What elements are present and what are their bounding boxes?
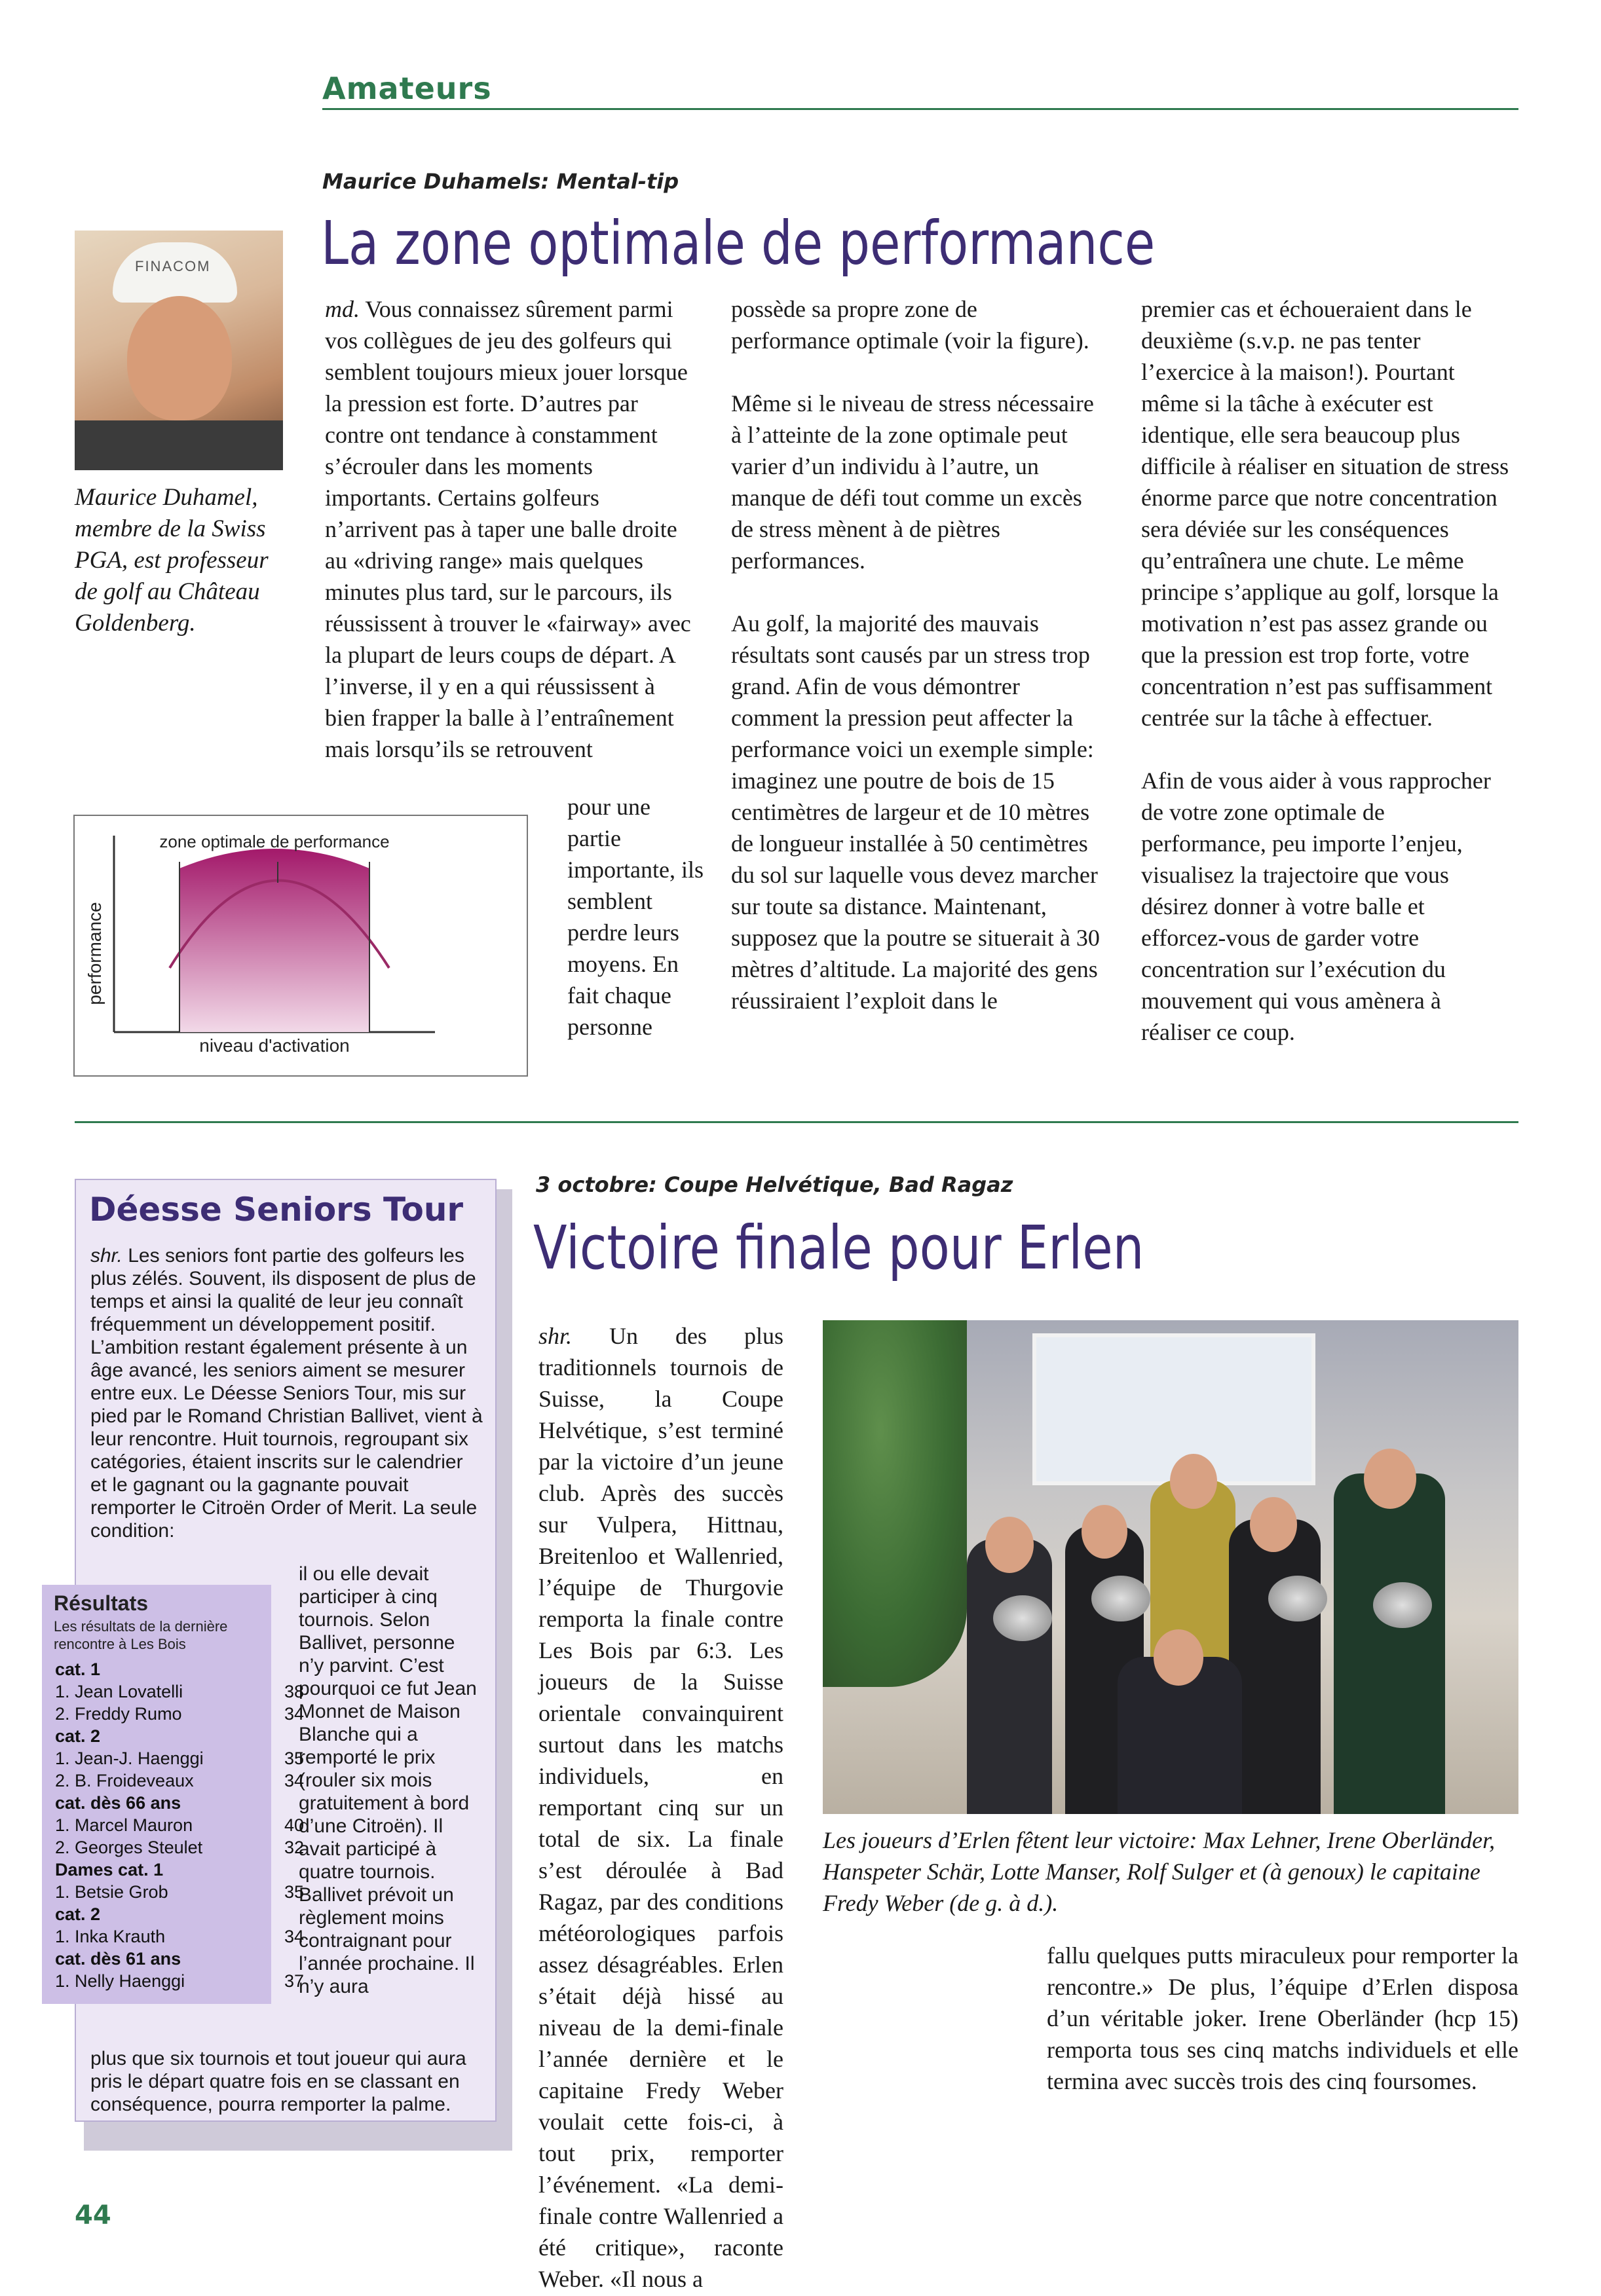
sidebar-text-2: il ou elle devait participer à cinq tournois. Selon Ballivet, personne n’y parvint. C’est pourquoi ce fut Jean Monnet de Maison Blanche qui a remporté le prix (rouler six mois gratuitement à bord d’une Citroën). Il avait participé à quatre tournois. Ballivet prévoit un règlement moins contraignant pour l’année prochaine. Il n’y aura	[299, 1563, 477, 1997]
article1-kicker: Maurice Duhamels: Mental-tip	[322, 169, 679, 194]
person-4-head	[1250, 1497, 1297, 1552]
results-label: cat. dès 66 ans	[55, 1793, 181, 1813]
results-label: cat. 2	[55, 1904, 101, 1924]
article1-col1-text: Vous connaissez sûrement parmi vos collègues de jeu des golfeurs qui semblent toujours mieux jouer lorsque la pression est forte. D’autres par contre ont tendance à constamment s’écrouler dans les moments importants. Certains golfeurs n’arrivent pas à taper une balle droite au «driving range» mais quelques minutes plus tard, sur le parcours, ils réussissent à trouver le «fairway» avec la plupart de leurs coups de départ. A l’inverse, il y en a qui réussissent à bien frapper la balle à l’entraînement mais lorsqu’ils se retrouvent	[325, 296, 691, 762]
article1-column-1	[325, 293, 696, 765]
results-row	[55, 1970, 311, 1992]
article1-col2-p1: possède sa propre zone de performance optimale (voir la figure).	[731, 296, 1089, 354]
face-shape	[127, 296, 232, 420]
window-shape	[1032, 1333, 1315, 1485]
results-score: 35	[284, 1882, 305, 1902]
results-row	[55, 1925, 311, 1948]
person-5-head	[1364, 1449, 1416, 1509]
results-label: 2. Freddy Rumo	[55, 1704, 182, 1724]
article1-headline: La zone optimale de performance	[321, 208, 1156, 278]
article1-col2-p3: Au golf, la majorité des mauvais résultats sont causés par un stress trop grand. Afin de vous démontrer comment la pression peut affecter la performance voici un exemple simple: imaginez une poutre de bois de 15 centimètres de largeur et de 10 mètres de longueur installée à 50 centimètres du sol sur laquelle vous devez marcher sur toute sa distance. Maintenant, supposez que la poutre se situerait à 30 mètres d’altitude. La majorité des gens réussiraient l’exploit dans le	[731, 610, 1100, 1014]
figure-title: zone optimale de performance	[159, 832, 390, 851]
results-row	[55, 1881, 311, 1903]
sidebar-text-3: plus que six tournois et tout joueur qui aura pris le départ quatre fois en se classant en conséquence, pourra remporter la palme.	[90, 2048, 466, 2115]
person-3-head	[1170, 1454, 1217, 1509]
section-rule	[322, 108, 1518, 110]
results-score: 32	[284, 1838, 305, 1857]
optimal-zone-band	[179, 849, 369, 1032]
person-1-head	[985, 1517, 1034, 1573]
section-label: Amateurs	[322, 71, 492, 106]
article1-col2-p2: Même si le niveau de stress nécessaire à l’atteinte de la zone optimale peut varier d’un individu à l’autre, un manque de défi tout comme un excès de stress mènent à de piètres performances.	[731, 390, 1094, 574]
cap-logo-text: FINACOM	[135, 258, 211, 274]
article-divider	[75, 1121, 1518, 1123]
results-category	[55, 1725, 311, 1747]
team-photo	[823, 1320, 1518, 1814]
performance-figure	[73, 815, 528, 1077]
article2-column-2	[1047, 1940, 1518, 2097]
sidebar-title: Déesse Seniors Tour	[89, 1191, 464, 1229]
results-score: 34	[284, 1704, 305, 1724]
article1-col3-p1: premier cas et échoueraient dans le deuxième (s.v.p. ne pas tenter l’exercice à la maison!). Pourtant même si la tâche à exécuter est identique, elle sera beaucoup plus difficile à réaliser en situation de stress énorme parce que notre concentration sera déviée sur les conséquences qu’entraînera une chute. Le même principe s’applique au golf, lorsque la motivation n’est pas assez grande ou que la pression est trop forte, votre concentration n’est pas suffisamment centrée sur la tâche à effectuer.	[1141, 296, 1509, 731]
results-label: Dames cat. 1	[55, 1860, 164, 1879]
article2-col2-text: fallu quelques putts miraculeux pour remporter la rencontre.» De plus, l’équipe d’Erlen disposa d’un véritable joker. Irene Oberländer (hcp 15) remporta tous ses cinq matchs individuels et elle termina avec succès trois des cinq foursomes.	[1047, 1942, 1518, 2094]
results-row	[55, 1836, 311, 1859]
team-photo-caption: Les joueurs d’Erlen fêtent leur victoire: Max Lehner, Irene Oberländer, Hanspeter Schär, Lotte Manser, Rolf Sulger et (à genoux) le capitaine Fredy Weber (de g. à d.).	[823, 1827, 1496, 1916]
shirt-shape	[75, 420, 283, 470]
results-label: 1. Jean-J. Haenggi	[55, 1749, 204, 1768]
results-category	[55, 1792, 311, 1814]
results-label: 1. Inka Krauth	[55, 1927, 166, 1946]
results-label: 1. Betsie Grob	[55, 1882, 168, 1902]
sidebar-text-full	[90, 1244, 483, 1542]
results-category	[55, 1658, 311, 1680]
results-score: 34	[284, 1927, 305, 1946]
article1-column-3	[1141, 293, 1512, 1048]
results-score: 35	[284, 1749, 305, 1768]
results-label: 1. Marcel Mauron	[55, 1815, 193, 1835]
article2-column-1	[538, 1320, 783, 2295]
article2-kicker: 3 octobre: Coupe Helvétique, Bad Ragaz	[536, 1172, 1013, 1197]
results-label: 1. Jean Lovatelli	[55, 1682, 183, 1701]
person-4	[1229, 1519, 1321, 1814]
trophy-2	[1091, 1576, 1150, 1621]
results-category	[55, 1859, 311, 1881]
author-caption: Maurice Duhamel, membre de la Swiss PGA, est professeur de golf au Château Goldenberg.	[75, 484, 269, 637]
article1-col1-narrow-text: pour une partie importante, ils semblent perdre leurs moyens. En fait chaque personne	[567, 794, 704, 1040]
results-row	[55, 1703, 311, 1725]
article2-col1-text: Un des plus traditionnels tournois de Suisse, la Coupe Helvétique, s’est terminé par la victoire d’un jeune club. Après des succès sur Vulpera, Hittnau, Breitenloo et Wallenried, l’équipe de Thurgovie remporta la finale contre Les Bois par 6:3. Les joueurs de la Suisse orientale convainquirent surtout dans les matchs individuels, en remportant cinq sur un total de six. La finale s’est déroulée à Bad Ragaz, par des conditions météorologiques parfois assez désagréables. Erlen s’était déjà hissé au niveau de la demi-finale l’année dernière et le capitaine Fredy Weber voulait cette fois-ci, à tout prix, remporter l’événement. «La demi-finale contre Wallenried a été critique», raconte Weber. «Il nous a	[538, 1323, 784, 2292]
results-row	[55, 1814, 311, 1836]
results-box	[42, 1585, 305, 2004]
results-score: 38	[284, 1682, 305, 1701]
article1-column-1-narrow	[567, 791, 704, 1043]
results-row	[55, 1747, 311, 1769]
article1-column-2	[731, 293, 1102, 1016]
figure-xlabel: niveau d'activation	[199, 1035, 350, 1056]
results-score: 37	[284, 1971, 305, 1991]
person-5	[1334, 1473, 1445, 1814]
article1-col3-p2: Afin de vous aider à vous rapprocher de votre zone optimale de performance, peu importe l’enjeu, visualisez la trajectoire que vous désirez donner à votre balle et efforcez-vous de garder votre concentration sur l’exécution du mouvement qui vous amènera à réaliser ce coup.	[1141, 768, 1491, 1045]
sidebar-text-end-block	[90, 2047, 483, 2116]
person-2-head	[1082, 1505, 1127, 1559]
plant-shape	[823, 1320, 967, 1687]
trophy-1	[993, 1595, 1052, 1641]
person-6-head	[1154, 1629, 1203, 1686]
article1-byline: md.	[325, 296, 360, 322]
sidebar-text-1: Les seniors font partie des golfeurs les plus zélés. Souvent, ils disposent de plus de temps et ainsi la qualité de leur jeu connaît fréquemment un développement positif. L’ambition restant également présente à un âge avancé, les seniors aiment se mesurer entre eux. Le Déesse Seniors Tour, mis sur pied par le Romand Christian Ballivet, vient à leur rencontre. Huit tournois, regroupant six catégories, étaient inscrits sur le calendrier et le gagnant ou la gagnante pouvait remporter le Citroën Order of Merit. La seule condition:	[90, 1245, 483, 1542]
trophy-4	[1373, 1582, 1432, 1628]
results-score: 34	[284, 1771, 305, 1790]
results-label: 1. Nelly Haenggi	[55, 1971, 185, 1991]
results-category	[55, 1903, 311, 1925]
results-category	[55, 1948, 311, 1970]
author-photo	[75, 231, 283, 470]
figure-ylabel: performance	[85, 902, 105, 1005]
sidebar-text-narrow	[299, 1563, 483, 1998]
person-1	[967, 1539, 1052, 1814]
results-row	[55, 1680, 311, 1703]
performance-curve-chart	[75, 816, 527, 1075]
results-row	[55, 1769, 311, 1792]
trophy-3	[1268, 1576, 1327, 1621]
results-label: cat. 2	[55, 1726, 101, 1746]
results-score: 40	[284, 1815, 305, 1835]
results-label: 2. Georges Steulet	[55, 1838, 203, 1857]
results-label: cat. dès 61 ans	[55, 1949, 181, 1969]
results-label: cat. 1	[55, 1659, 101, 1679]
article2-headline: Victoire finale pour Erlen	[533, 1213, 1144, 1283]
sidebar-byline: shr.	[90, 1245, 122, 1267]
results-subtitle: Les résultats de la dernière rencontre à Les Bois	[54, 1618, 228, 1652]
article2-byline: shr.	[538, 1323, 573, 1349]
results-label: 2. B. Froideveaux	[55, 1771, 194, 1790]
results-title: Résultats	[54, 1591, 149, 1615]
page-number: 44	[75, 2200, 111, 2231]
